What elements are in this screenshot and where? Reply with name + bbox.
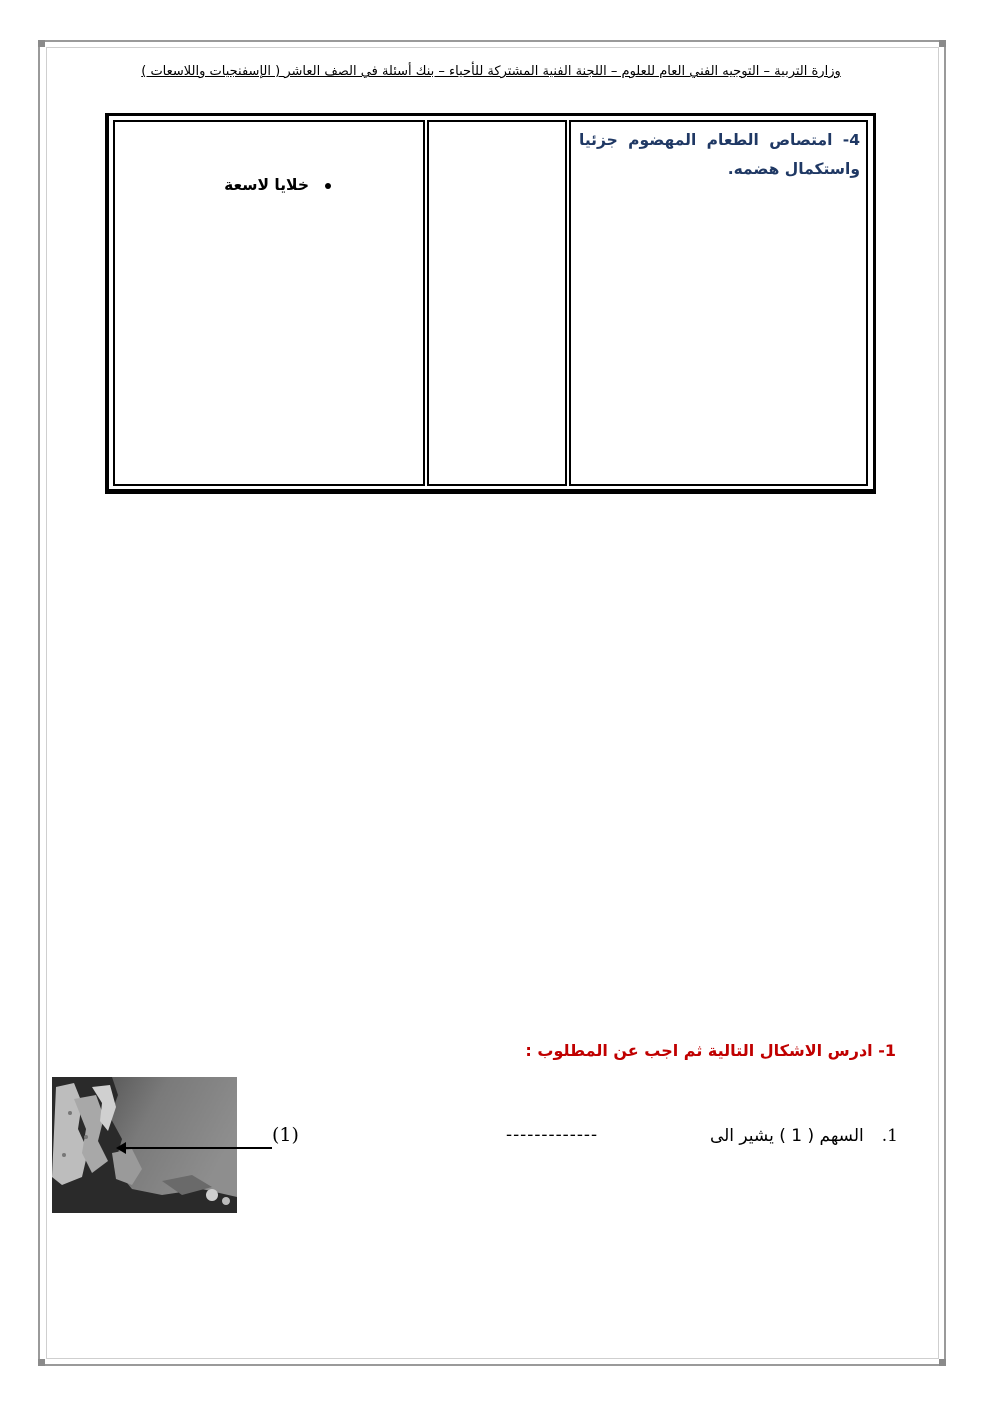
border-corner	[939, 1359, 946, 1366]
figure-label: (1)	[272, 1124, 299, 1146]
cell-bullet-item	[224, 176, 331, 194]
bullet-icon	[325, 183, 331, 189]
answer-table	[105, 113, 876, 494]
item-number: 1.	[881, 1126, 898, 1146]
table-cell-middle	[427, 120, 567, 486]
question-title-text: - ادرس الاشكال التالية ثم اجب عن المطلوب :	[525, 1041, 885, 1060]
border-corner	[38, 40, 45, 47]
answer-blank[interactable]: -------------	[506, 1124, 599, 1145]
table-cell-function	[569, 120, 868, 486]
question-title	[525, 1041, 896, 1060]
question-number: 1	[884, 1041, 896, 1060]
sponge-photo	[52, 1077, 237, 1213]
cell-function-text: 4- امتصاص الطعام المهضوم جزئيا واستكمال هضمه.	[579, 131, 860, 178]
border-corner	[939, 40, 946, 47]
table-cell-structure	[113, 120, 425, 486]
sponge-photo-icon	[52, 1077, 237, 1213]
figure-arrow	[122, 1147, 272, 1149]
border-corner	[38, 1359, 45, 1366]
bullet-text: خلايا لاسعة	[224, 176, 309, 194]
arrow-head-icon	[116, 1142, 126, 1154]
question-item-1	[710, 1126, 898, 1146]
page-header: وزارة التربية – التوجيه الفني العام للعلوم – اللجنة الفنية المشتركة للأحياء – بنك أسئلة في الصف العاشر ( الإسفنجيات واللاسعات )	[141, 64, 841, 79]
item-text: السهم ( 1 ) يشير الى	[709, 1126, 864, 1146]
